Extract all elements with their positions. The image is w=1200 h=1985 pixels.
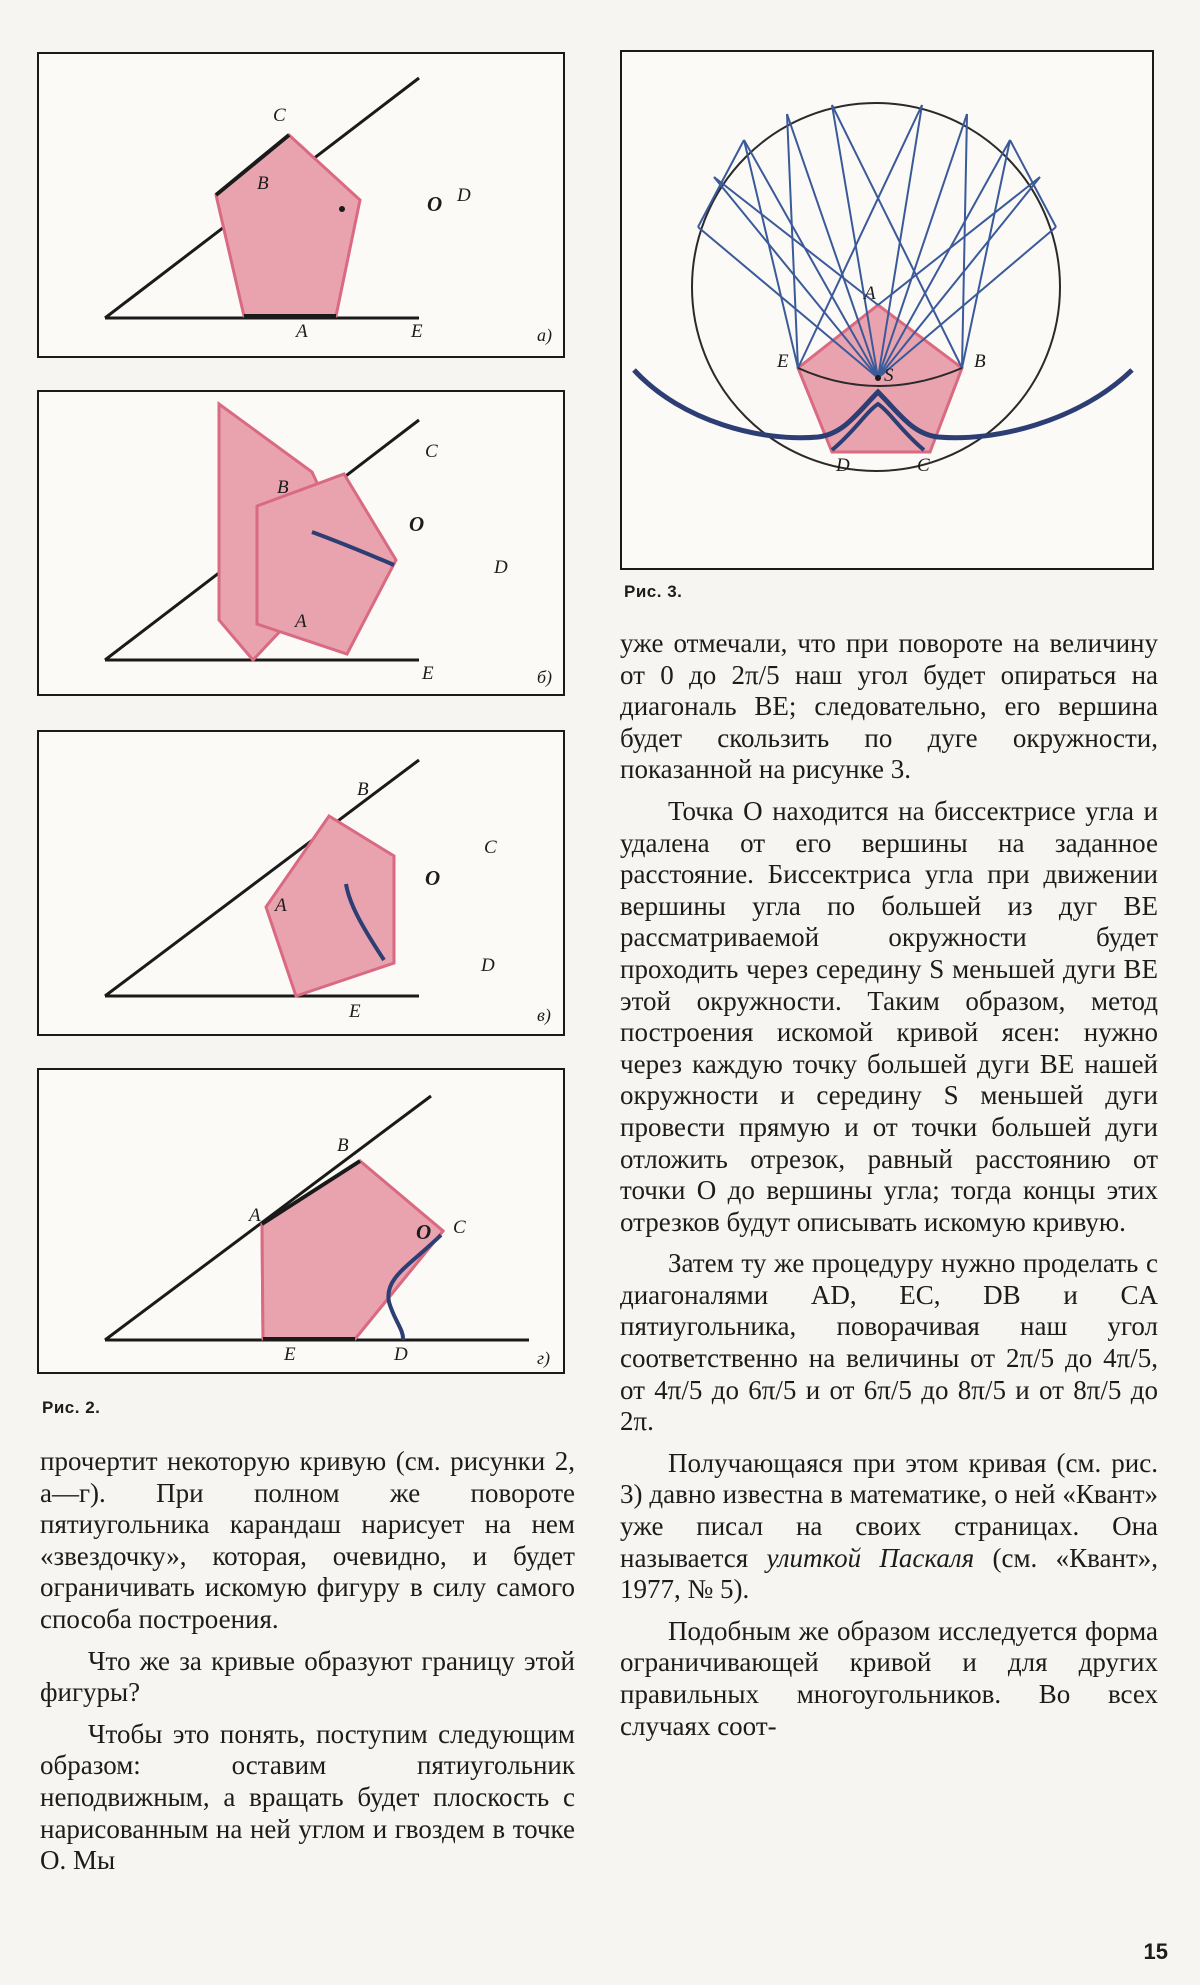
label-e: E (422, 663, 434, 684)
label-a: A (296, 321, 308, 342)
label-o: O (425, 866, 441, 890)
label-c: C (425, 441, 438, 462)
label-b: B (974, 351, 986, 372)
ray (878, 177, 1040, 378)
fig2-caption: Рис. 2. (42, 1398, 101, 1417)
fig2a-drawing (39, 54, 565, 358)
left-column (40, 1446, 575, 1877)
label-a: A (249, 1205, 261, 1226)
label-b: B (257, 173, 269, 194)
fig2b-drawing (39, 392, 565, 696)
label-a: A (864, 283, 876, 304)
label-d: D (457, 185, 471, 206)
left-paragraph-3: Чтобы это понять, поступим следующим образом: оставим пятиугольник неподвижным, а вращать будет плоскость с нарисованным на ней углом и гвоздем в точке О. Мы (40, 1718, 575, 1876)
fig3-panel (620, 50, 1154, 570)
point-s (875, 375, 881, 381)
right-paragraph-1: уже отмечали, что при повороте на величину от 0 до 2π/5 наш угол будет опираться на диагональ BE; следовательно, его вершина будет скользить по дуге окружности, показанной на рисунке 3. (620, 628, 1158, 785)
p4-text-b: (см. «Квант», 1977, № 5). (620, 1542, 1158, 1605)
label-a: A (295, 611, 307, 632)
label-d: D (481, 955, 495, 976)
label-c: C (917, 455, 930, 476)
pentagon-fill-fix (262, 1161, 443, 1339)
ray (714, 177, 878, 378)
chord (962, 114, 967, 368)
label-e: E (777, 351, 789, 372)
p4-italic-term: улиткой Паскаля (766, 1542, 975, 1573)
right-paragraph-2: Точка О находится на биссектрисе угла и удалена от его вершины на заданное расстояние. Биссектриса угла при движении вершины угла по большей из дуг BE рассматриваемой окружности будет проходить через середину S меньшей дуги BE этой окружности. Таким образом, метод построения искомой кривой ясен: нужно через каждую точку большей дуги BE нашей окружности и середину S меньшей дуги провести прямую и от точки большей дуги отложить отрезок, равный расстоянию от точки О до вершины угла; тогда концы этих отрезков будут описывать искомую кривую. (620, 795, 1158, 1237)
fig3-drawing (622, 52, 1154, 570)
chord (878, 177, 1040, 305)
fig2-panel-c (37, 730, 565, 1036)
page-number: 15 (1143, 1939, 1168, 1964)
point-o (339, 206, 345, 212)
label-o: O (427, 192, 443, 216)
fig2-panel-b (37, 390, 565, 696)
pentagon-body (257, 474, 396, 654)
label-e: E (284, 1344, 296, 1365)
right-paragraph-3: Затем ту же процедуру нужно проделать с диагоналями AD, EC, DB и CA пятиугольника, поворачивая наш угол соответственно на величины от 2π/5 до 4π/5, от 4π/5 до 6π/5 и от 6π/5 до 8π/5 и от 8π/5 до 2π. (620, 1248, 1158, 1437)
panel-letter: б) (537, 667, 553, 687)
fig2-panel-d (37, 1068, 565, 1374)
right-paragraph-5: Подобным же образом исследуется форма ограничивающей кривой и для других правильных многоугольников. Во всех случаях соот- (620, 1615, 1158, 1741)
label-a: A (275, 895, 287, 916)
chord (714, 177, 878, 305)
label-d: D (836, 455, 850, 476)
fig3-caption: Рис. 3. (624, 582, 683, 601)
fig2d-drawing (39, 1070, 565, 1374)
pentagon (216, 135, 360, 316)
right-column (620, 628, 1158, 1742)
label-c: C (453, 1217, 466, 1238)
chord (962, 140, 1010, 368)
panel-letter: в) (537, 1005, 551, 1025)
label-s: S (884, 365, 894, 386)
fig2-panel-a (37, 52, 565, 358)
ray (787, 114, 878, 378)
label-b: B (357, 779, 369, 800)
label-d: D (494, 557, 508, 578)
left-paragraph-2: Что же за кривые образуют границу этой фигуры? (40, 1645, 575, 1708)
label-c: C (273, 105, 286, 126)
fig2c-drawing (39, 732, 565, 1036)
label-d: D (394, 1344, 408, 1365)
left-paragraph-1: прочертит некоторую кривую (см. рисунки 2, а—г). При полном же повороте пятиугольника карандаш нарисует на нем «звездочку», которая, очевидно, и будет ограничивать искомую фигуру в силу самого способа построения. (40, 1446, 575, 1634)
label-o: O (409, 512, 425, 536)
panel-letter: г) (537, 1348, 551, 1368)
ray (878, 227, 1056, 378)
panel-letter: а) (537, 325, 552, 345)
label-b: B (337, 1135, 349, 1156)
label-c: C (484, 837, 497, 858)
label-o: O (416, 1220, 432, 1244)
label-e: E (349, 1001, 361, 1022)
label-b: B (277, 477, 289, 498)
label-e: E (411, 321, 423, 342)
right-paragraph-4 (620, 1448, 1158, 1606)
p4-text-a: Получающаяся при этом кривая (см. рис. 3) давно известна в математике, о ней «Квант» уже писал на своих страницах. Она называется (620, 1447, 1158, 1573)
